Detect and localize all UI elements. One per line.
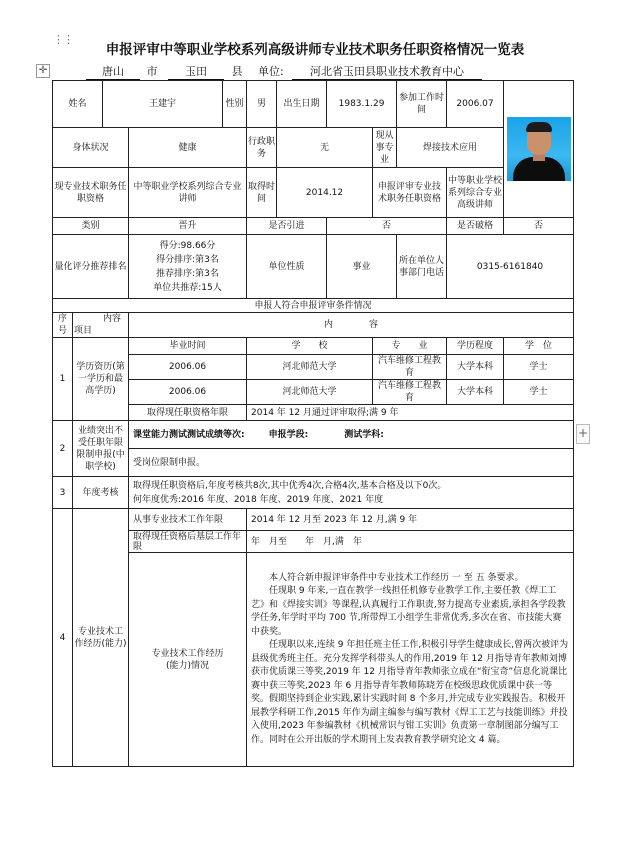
current-title-label: 现专业技术职务任职资格 (53, 168, 129, 218)
edu-col-degree: 学 位 (504, 338, 574, 355)
edu-row2-time: 2006.06 (129, 380, 247, 405)
test-grade-label: 课堂能力测试测试成绩等次: (133, 429, 245, 440)
unit-label: 单位: (258, 65, 284, 78)
years-label: 取得现任职资格年限 (129, 405, 247, 421)
obtain-time-value: 2014.12 (277, 168, 373, 218)
edu-row1-level: 大学本科 (447, 355, 504, 380)
test-subject-label: 测试学科: (344, 429, 384, 440)
annual-seq: 3 (53, 477, 73, 509)
work-start-label: 参加工作时间 (397, 81, 447, 128)
years-value: 2014 年 12 月通过评审取得;满 9 年 (247, 405, 574, 421)
birth-value: 1983.1.29 (327, 81, 397, 128)
edu-row2-level: 大学本科 (447, 380, 504, 405)
edu-row1-degree: 学士 (504, 355, 574, 380)
hr-phone-label: 所在单位人事部门电话 (397, 235, 447, 299)
work-years-label: 从事专业技术工作年限 (129, 509, 247, 531)
perf-test-row (129, 421, 574, 449)
current-title-value: 中等职业学校系列综合专业讲师 (129, 168, 247, 218)
experience-label: 专业技术工作经历 (能力)情况 (129, 553, 247, 767)
conditions-header: 申报人符合申报评审条件情况 (53, 299, 574, 313)
major-value: 焊接技术应用 (397, 128, 504, 168)
edu-col-major: 专 业 (373, 338, 447, 355)
annual-text-2: 何年度优秀:2016 年度、2018 年度、2019 年度、2021 年度 (133, 494, 384, 505)
edu-col-school: 学 校 (247, 338, 373, 355)
edu-row2-major: 汽车维修工程教育 (373, 380, 447, 405)
edu-row1-time: 2006.06 (129, 355, 247, 380)
category-value: 晋升 (129, 218, 247, 235)
introduced-label: 是否引进 (247, 218, 327, 235)
grassroots-label: 取得现任资格后基层工作年限 (129, 531, 247, 553)
person-photo (507, 117, 571, 181)
exceptional-label: 是否破格 (447, 218, 504, 235)
unit-nature-value: 事业 (327, 235, 397, 299)
recommend-rank-text: 推荐排序:第3名 (156, 268, 219, 279)
admin-value: 无 (277, 128, 373, 168)
edu-col-time: 毕业时间 (129, 338, 247, 355)
edu-col-level: 学历程度 (447, 338, 504, 355)
qualification-table (52, 80, 574, 767)
unit-line (54, 63, 574, 80)
work-start-value: 2006.07 (447, 81, 504, 128)
health-value: 健康 (129, 128, 247, 168)
score-text: 得分:98.66分 (159, 240, 216, 251)
work-seq: 4 (53, 509, 73, 767)
edu-row1-major: 汽车维修工程教育 (373, 355, 447, 380)
health-label: 身体状况 (53, 128, 129, 168)
apply-title-label: 申报评审专业技术职务任职资格 (373, 168, 447, 218)
county-suffix: 县 (231, 65, 243, 78)
photo-cell (504, 81, 574, 218)
major-label: 现从事专业 (373, 128, 397, 168)
experience-para-1: 本人符合新申报评审条件中专业技术工作经历 一 至 五 条要求。 (269, 572, 524, 583)
total-recommend-text: 单位共推荐:15人 (153, 282, 222, 293)
score-rank-text: 得分排序:第3名 (156, 254, 219, 265)
annual-label: 年度考核 (73, 477, 129, 509)
perf-limit-text: 受岗位限制申报。 (129, 449, 574, 477)
obtain-time-label: 取得时间 (247, 168, 277, 218)
experience-content (247, 553, 574, 767)
seq-header: 序号 (53, 313, 73, 338)
unit-nature-label: 单位性质 (247, 235, 327, 299)
grassroots-value: 年 月至 年 月,满 年 (247, 531, 574, 553)
edu-row2-school: 河北师范大学 (247, 380, 373, 405)
experience-para-2: 任现职 9 年来,一直在教学一线担任机修专业教学工作,主要任教《焊工工艺》和《焊接实训》等课程,认真履行工作职责,努力提高专业素质,承担各学段教学任务,年学时平均 700 节,所带焊工小组学生非常优秀,多次在省、市技能大赛中获奖。 (251, 586, 566, 637)
work-label: 专业技术工作经历(能力) (73, 509, 129, 767)
city-value: 唐山 (86, 63, 140, 80)
edu-label: 学历资历(第一学历和最高学历) (73, 338, 129, 421)
work-years-value: 2014 年 12 月至 2023 年 12 月,满 9 年 (247, 509, 574, 531)
annual-text-1: 取得现任职资格后,年度考核共8次,其中优秀4次,合格4次,基本合格及以下0次。 (133, 480, 447, 491)
perf-label: 业绩突出不受任职年限限制申报(中职学校) (73, 421, 129, 477)
introduced-value: 否 (327, 218, 447, 235)
annual-content (129, 477, 574, 509)
exceptional-value: 否 (504, 218, 574, 235)
unit-name: 河北省玉田县职业技术教育中心 (292, 63, 482, 80)
perf-seq: 2 (53, 421, 73, 477)
gender-label: 性别 (223, 81, 247, 128)
birth-label: 出生日期 (277, 81, 327, 128)
category-label: 类别 (53, 218, 129, 235)
hr-phone-value: 0315-6161840 (447, 235, 574, 299)
stage-label: 申报学段: (268, 429, 309, 440)
add-column-icon[interactable]: + (576, 424, 590, 444)
city-suffix: 市 (146, 65, 158, 78)
county-value: 玉田 (168, 63, 224, 80)
ranking-value (129, 235, 247, 299)
admin-label: 行政职务 (247, 128, 277, 168)
name-label: 姓名 (53, 81, 103, 128)
content-header: 内 容 (129, 313, 574, 338)
table-drag-handle-icon[interactable]: ⋮⋮ (53, 33, 73, 46)
edu-row2-degree: 学士 (504, 380, 574, 405)
edu-row1-school: 河北师范大学 (247, 355, 373, 380)
gender-value: 男 (247, 81, 277, 128)
name-value: 王建宇 (103, 81, 223, 128)
edu-seq: 1 (53, 338, 73, 421)
apply-title-value: 中等职业学校系列综合专业高级讲师 (447, 168, 504, 218)
page-title: 申报评审中等职业学校系列高级讲师专业技术职务任职资格情况一览表 (105, 42, 525, 58)
ranking-label: 量化评分推荐排名 (53, 235, 129, 299)
table-move-icon[interactable]: ✛ (36, 64, 50, 78)
item-header: 内容 项目 (73, 313, 129, 338)
experience-para-3: 任现职以来,连续 9 年担任班主任工作,积极引导学生健康成长,曾两次被评为县级优秀班主任。充分发挥学科带头人的作用,2019 年 12 月指导青年教师刘博获市优质课三等奖,2019 年 12 月指导青年教师张立成在“衔宝奇”信息化说课比赛中获三等奖,2023 年 6 月指导青年教师陈晓芳在校级思政优质课中获一等奖。假期坚持到企业实践,累计实践时间 8 个多月,并完成专业实践报告。积极开展教学科研工作,2015 年作为副主编参与编写教材《焊工工艺与技能训练》并投入使用,2023 年参编教材《机械常识与钳工实训》负责第一章制图部分编写工作。同时在公开出版的学术期刊上发表教育教学研究论文 4 篇。 (251, 640, 569, 745)
